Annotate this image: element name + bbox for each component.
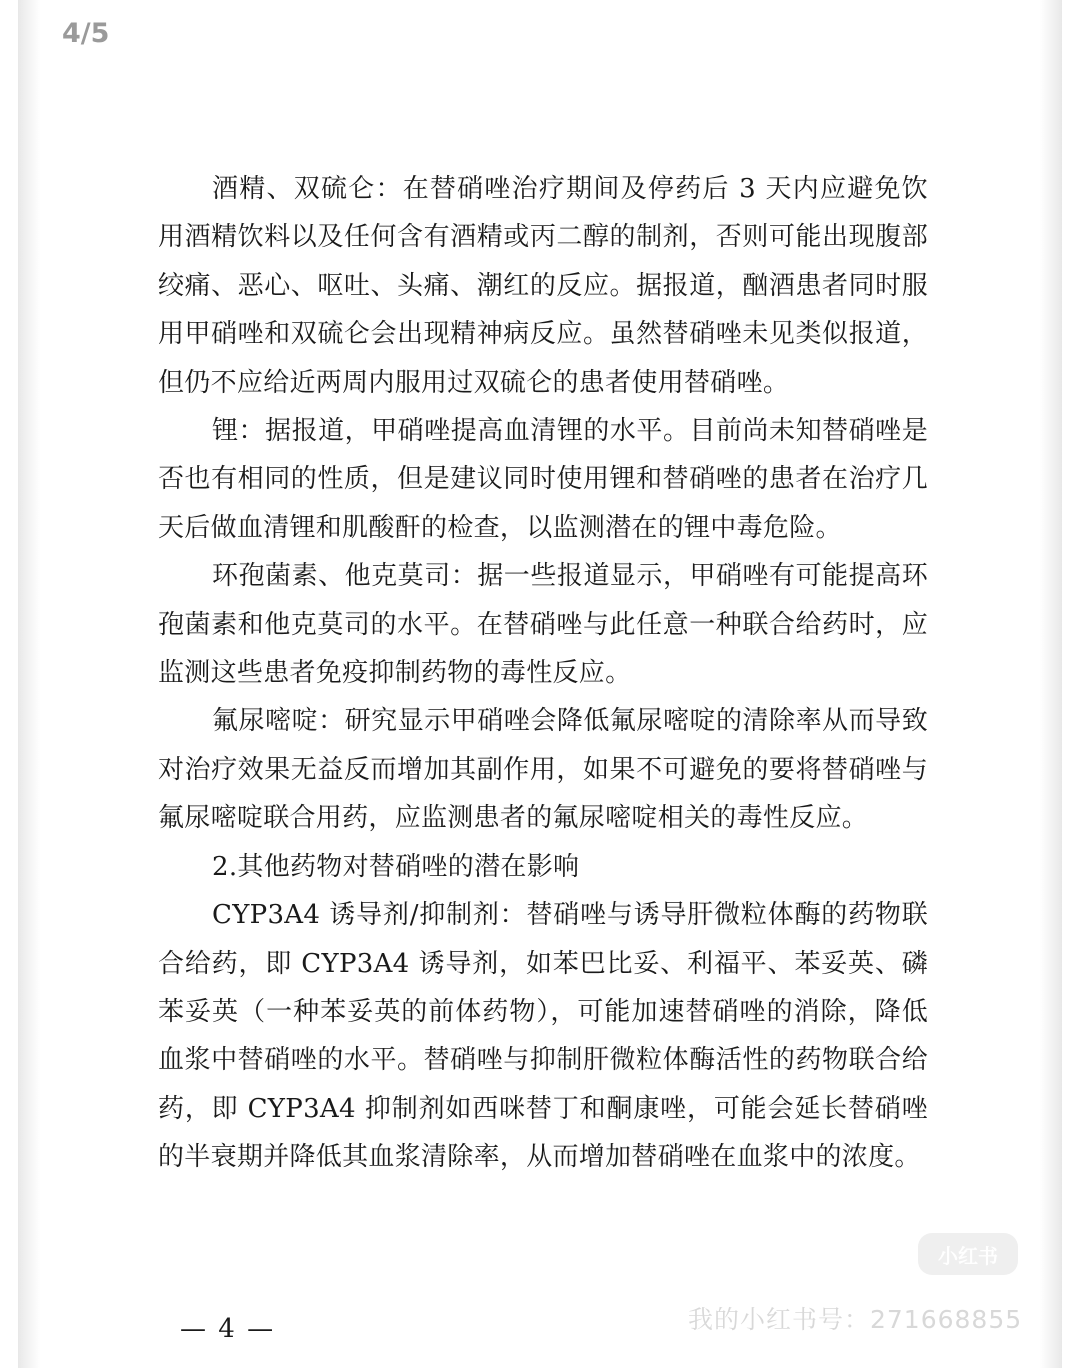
- page-edge-right: [1040, 0, 1062, 1368]
- paragraph-cyclosporine-tacrolimus: 环孢菌素、他克莫司：据一些报道显示，甲硝唑有可能提高环孢菌素和他克莫司的水平。在替硝唑与此任意一种联合给药时，应监测这些患者免疫抑制药物的毒性反应。: [158, 561, 928, 689]
- paragraph-cyp3a4: CYP3A4 诱导剂/抑制剂：替硝唑与诱导肝微粒体酶的药物联合给药，即 CYP3A4 诱导剂，如苯巴比妥、利福平、苯妥英、磷苯妥英（一种苯妥英的前体药物），可能加速替硝唑的消除，降低血浆中替硝唑的水平。替硝唑与抑制肝微粒体酶活性的药物联合给药，即 CYP3A4 抑制剂如西咪替丁和酮康唑，可能会延长替硝唑的半衰期并降低其血浆清除率，从而增加替硝唑在血浆中的浓度。: [158, 900, 928, 1173]
- page-number: — 4 —: [180, 1314, 276, 1344]
- section-heading: 2.其他药物对替硝唑的潜在影响: [212, 851, 580, 882]
- paragraph-lithium: 锂：据报道，甲硝唑提高血清锂的水平。目前尚未知替硝唑是否也有相同的性质，但是建议同时使用锂和替硝唑的患者在治疗几天后做血清锂和肌酸酐的检查，以监测潜在的锂中毒危险。: [158, 416, 928, 543]
- watermark-account: 我的小红书号：271668855: [688, 1305, 1023, 1334]
- document-body: [158, 165, 928, 1182]
- paragraph-fluorouracil: 氟尿嘧啶：研究显示甲硝唑会降低氟尿嘧啶的清除率从而导致对治疗效果无益反而增加其副作用，如果不可避免的要将替硝唑与氟尿嘧啶联合用药，应监测患者的氟尿嘧啶相关的毒性反应。: [158, 706, 928, 834]
- page-counter: 4/5: [62, 18, 110, 49]
- watermark-badge: 小红书: [918, 1233, 1018, 1275]
- page-edge-left: [18, 0, 40, 1368]
- paragraph-alcohol-disulfiram: 酒精、双硫仑：在替硝唑治疗期间及停药后 3 天内应避免饮用酒精饮料以及任何含有酒精或丙二醇的制剂，否则可能出现腹部绞痛、恶心、呕吐、头痛、潮红的反应。据报道，酗酒患者同时服用甲硝唑和双硫仑会出现精神病反应。虽然替硝唑未见类似报道，但仍不应给近两周内服用过双硫仑的患者使用替硝唑。: [158, 174, 928, 398]
